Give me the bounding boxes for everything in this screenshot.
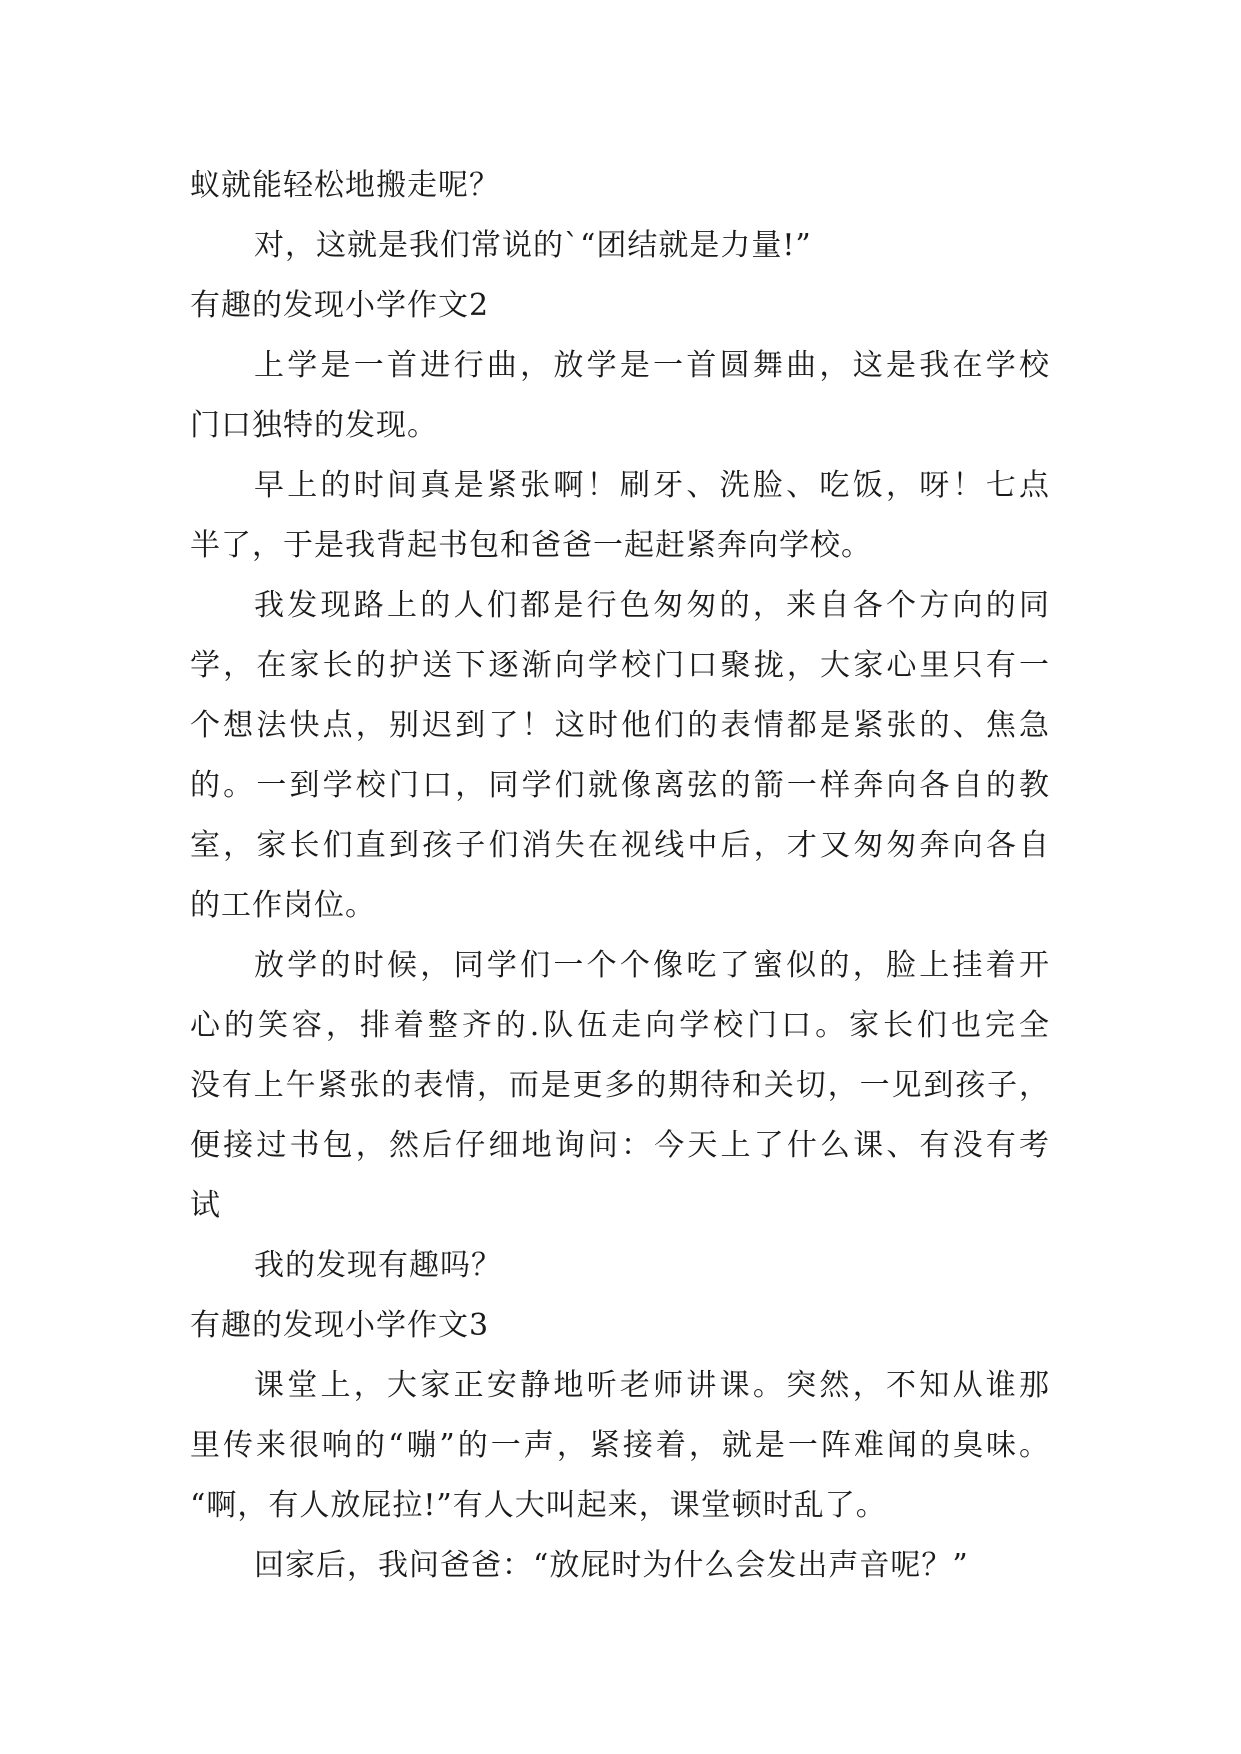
- text-line: 有趣的发现小学作文2: [190, 288, 490, 323]
- text-line: 上学是一首进行曲，放学是一首圆舞曲，这是我在学校: [254, 348, 1050, 383]
- text-line: 有趣的发现小学作文3: [190, 1308, 490, 1343]
- text-line: 回家后，我问爸爸：“放屁时为什么会发出声音呢？”: [254, 1548, 969, 1583]
- text-line: 学，在家长的护送下逐渐向学校门口聚拢，大家心里只有一: [190, 648, 1050, 683]
- text-line: 试: [190, 1188, 221, 1223]
- text-line: 早上的时间真是紧张啊！刷牙、洗脸、吃饭，呀！七点: [254, 468, 1050, 503]
- text-line: 半了，于是我背起书包和爸爸一起赶紧奔向学校。: [190, 528, 872, 563]
- text-line: 课堂上，大家正安静地听老师讲课。突然，不知从谁那: [254, 1368, 1050, 1403]
- text-line: 便接过书包，然后仔细地询问：今天上了什么课、有没有考: [190, 1128, 1050, 1163]
- text-line: “啊，有人放屁拉!”有人大叫起来，课堂顿时乱了。: [190, 1488, 887, 1523]
- text-line: 蚁就能轻松地搬走呢？: [190, 168, 500, 203]
- text-line: 里传来很响的“嘣”的一声，紧接着，就是一阵难闻的臭味。: [190, 1428, 1050, 1463]
- text-line: 室，家长们直到孩子们消失在视线中后，才又匆匆奔向各自: [190, 828, 1050, 863]
- text-line: 个想法快点，别迟到了！这时他们的表情都是紧张的、焦急: [190, 708, 1050, 743]
- text-line: 我发现路上的人们都是行色匆匆的，来自各个方向的同: [254, 588, 1050, 623]
- text-line: 的。一到学校门口，同学们就像离弦的箭一样奔向各自的教: [190, 768, 1050, 803]
- text-line: 放学的时候，同学们一个个像吃了蜜似的，脸上挂着开: [254, 948, 1050, 983]
- document-body: [190, 156, 1050, 1596]
- text-line: 心的笑容，排着整齐的.队伍走向学校门口。家长们也完全: [190, 1008, 1050, 1043]
- text-line: 没有上午紧张的表情，而是更多的期待和关切，一见到孩子，: [190, 1068, 1050, 1103]
- text-line: 对，这就是我们常说的`“团结就是力量!”: [254, 228, 812, 263]
- text-line: 我的发现有趣吗？: [254, 1248, 502, 1283]
- text-line: 的工作岗位。: [190, 888, 376, 923]
- text-line: 门口独特的发现。: [190, 408, 438, 443]
